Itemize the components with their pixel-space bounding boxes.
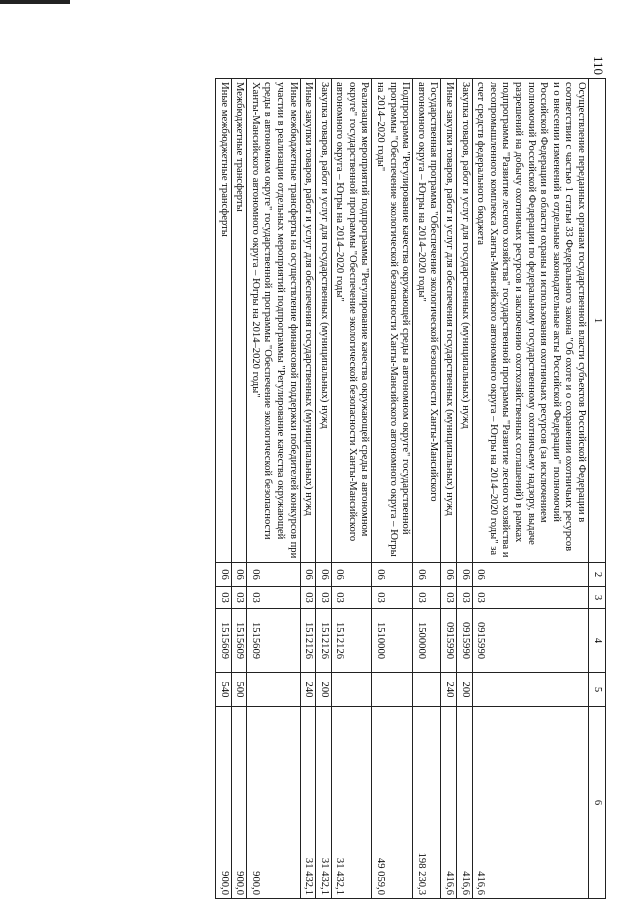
table-row <box>372 79 413 899</box>
expense-type-cell <box>331 673 372 707</box>
table-row <box>316 79 332 899</box>
section-code-cell: 06 <box>215 563 231 587</box>
subsection-code-cell: 03 <box>316 587 332 609</box>
subsection-code-cell: 03 <box>441 587 457 609</box>
table-row <box>247 79 300 899</box>
section-code-cell: 06 <box>316 563 332 587</box>
row-name-cell: Иные закупки товаров, работ и услуг для обеспечения государственных (муниципальных) нужд <box>441 79 457 563</box>
target-article-cell: 1515609 <box>247 609 300 673</box>
target-article-cell: 1512126 <box>300 609 316 673</box>
row-name-cell: Иные межбюджетные трансферты <box>215 79 231 563</box>
expense-type-cell: 200 <box>316 673 332 707</box>
row-name-cell: Закупка товаров, работ и услуг для государственных (муниципальных) нужд <box>316 79 332 563</box>
target-article-cell: 0915990 <box>472 609 588 673</box>
table-row <box>331 79 372 899</box>
expense-type-cell: 540 <box>215 673 231 707</box>
amount-cell: 31 432,1 <box>316 707 332 899</box>
column-header: 4 <box>589 609 606 673</box>
row-name-cell: Закупка товаров, работ и услуг для государственных (муниципальных) нужд <box>457 79 473 563</box>
section-code-cell: 06 <box>472 563 588 587</box>
row-name-cell: Иные межбюджетные трансферты на осуществление финансовой поддержки победителей конкурсов при участии в реализации отдельных мероприятий подпрограммы "Регулирование качества окружающей среды в автономном округе" государственной программы "Обеспечение экологической безопасности Ханты-Мансийского автономного округа – Югры на 2014–2020 годы" <box>247 79 300 563</box>
target-article-cell: 1512126 <box>316 609 332 673</box>
subsection-code-cell: 03 <box>300 587 316 609</box>
page-number: 110 <box>591 56 606 76</box>
amount-cell: 416,6 <box>472 707 588 899</box>
row-name-cell: Подпрограмма "Регулирование качества окружающей среды в автономном округе" государственной программы "Обеспечение экологической безопасности Ханты-Мансийского автономного округа – Югры на 2014–2020 годы" <box>372 79 413 563</box>
target-article-cell: 0915990 <box>441 609 457 673</box>
amount-cell: 900,0 <box>231 707 247 899</box>
amount-cell: 31 432,1 <box>331 707 372 899</box>
subsection-code-cell: 03 <box>215 587 231 609</box>
expense-type-cell: 200 <box>457 673 473 707</box>
section-code-cell: 06 <box>413 563 441 587</box>
subsection-code-cell: 03 <box>472 587 588 609</box>
table-row <box>300 79 316 899</box>
section-code-cell: 06 <box>247 563 300 587</box>
table-row <box>215 79 231 899</box>
subsection-code-cell: 03 <box>413 587 441 609</box>
target-article-cell: 1510000 <box>372 609 413 673</box>
column-header: 1 <box>589 79 606 563</box>
expense-type-cell: 500 <box>231 673 247 707</box>
subsection-code-cell: 03 <box>372 587 413 609</box>
target-article-cell: 1500000 <box>413 609 441 673</box>
target-article-cell: 0915990 <box>457 609 473 673</box>
amount-cell: 416,6 <box>441 707 457 899</box>
row-name-cell: Государственная программа "Обеспечение экологической безопасности Ханты-Мансийского автономного округа – Югры на 2014–2020 годы" <box>413 79 441 563</box>
expense-type-cell <box>413 673 441 707</box>
column-header: 3 <box>589 587 606 609</box>
column-header: 5 <box>589 673 606 707</box>
amount-cell: 198 230,3 <box>413 707 441 899</box>
table-row <box>457 79 473 899</box>
table-row <box>231 79 247 899</box>
row-name-cell: Межбюджетные трансферты <box>231 79 247 563</box>
expense-type-cell <box>372 673 413 707</box>
subsection-code-cell: 03 <box>331 587 372 609</box>
table-row <box>441 79 457 899</box>
amount-cell: 31 432,1 <box>300 707 316 899</box>
expense-type-cell <box>472 673 588 707</box>
section-code-cell: 06 <box>441 563 457 587</box>
expense-type-cell <box>247 673 300 707</box>
amount-cell: 900,0 <box>247 707 300 899</box>
row-name-cell: Иные закупки товаров, работ и услуг для обеспечения государственных (муниципальных) нужд <box>300 79 316 563</box>
expense-type-cell: 240 <box>441 673 457 707</box>
section-code-cell: 06 <box>372 563 413 587</box>
column-number-row <box>589 79 606 899</box>
table-row <box>472 79 588 899</box>
subsection-code-cell: 03 <box>231 587 247 609</box>
section-code-cell: 06 <box>457 563 473 587</box>
target-article-cell: 1515609 <box>215 609 231 673</box>
row-name-cell: Реализация мероприятий подпрограммы "Регулирование качества окружающей среды в автономном округе" государственной программы "Обеспечение экологической безопасности Ханты-Мансийского автономного округа – Югры на 2014–2020 годы" <box>331 79 372 563</box>
amount-cell: 49 059,0 <box>372 707 413 899</box>
rotated-page-content <box>86 78 606 898</box>
section-code-cell: 06 <box>300 563 316 587</box>
target-article-cell: 1512126 <box>331 609 372 673</box>
table-row <box>413 79 441 899</box>
expense-type-cell: 240 <box>300 673 316 707</box>
subsection-code-cell: 03 <box>247 587 300 609</box>
scan-edge-mark <box>0 0 640 4</box>
amount-cell: 900,0 <box>215 707 231 899</box>
section-code-cell: 06 <box>231 563 247 587</box>
target-article-cell: 1515609 <box>231 609 247 673</box>
column-header: 6 <box>589 707 606 899</box>
subsection-code-cell: 03 <box>457 587 473 609</box>
amount-cell: 416,6 <box>457 707 473 899</box>
column-header: 2 <box>589 563 606 587</box>
section-code-cell: 06 <box>331 563 372 587</box>
budget-table <box>215 78 606 899</box>
row-name-cell: Осуществление переданных органам государственной власти субъектов Российской Федерации в соответствии с частью 1 статьи 33 Федерального закона "Об охоте и о сохранении охотничьих ресурсов и о внесении изменений в отдельные законодательные акты Российской Федерации" полномочий Российской Федерации в области охраны и использования охотничьих ресурсов (за исключением полномочий Российской Федерации по федеральному государственному охотничьему надзору, выдаче разрешений на добычу охотничьих ресурсов и заключению охотхозяйственных соглашений) в рамках подпрограммы "Развитие лесного хозяйства" государственной программы "Развитие лесного хозяйства и лесопромышленного комплекса Ханты-Мансийского автономного округа – Югры на 2014–2020 годы" за счет средств федерального бюджета <box>472 79 588 563</box>
